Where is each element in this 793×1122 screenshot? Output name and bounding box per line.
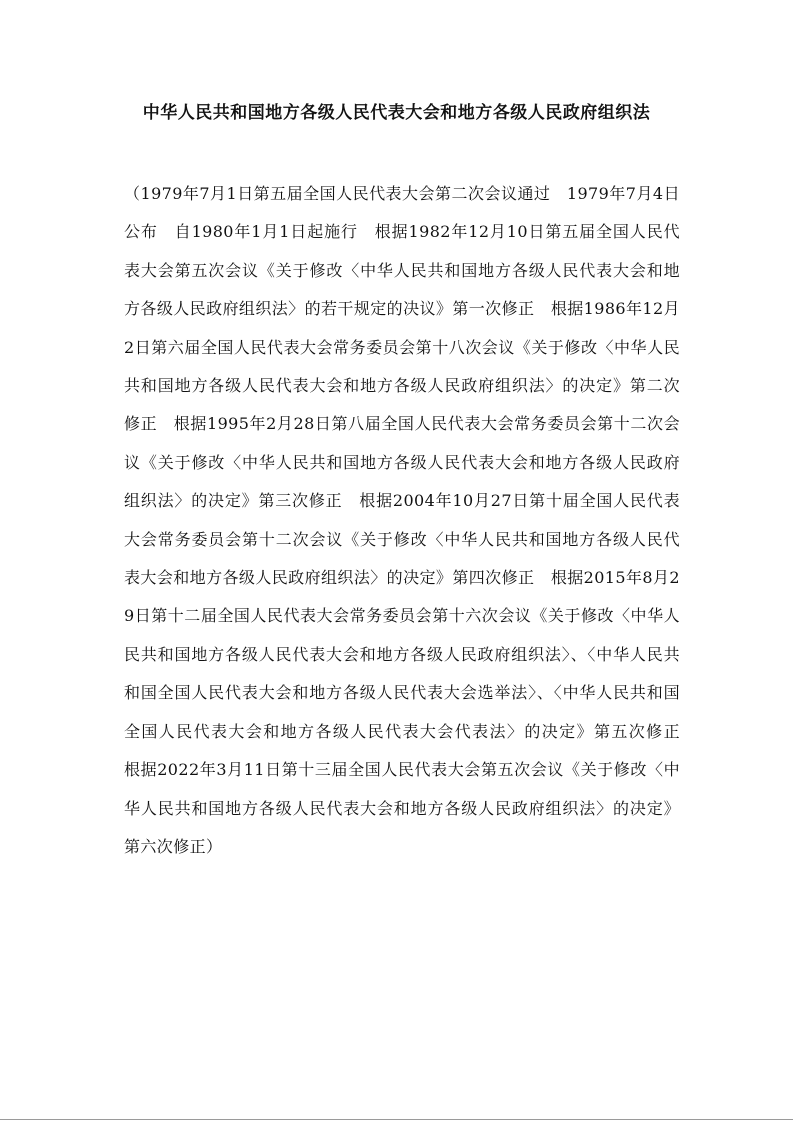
document-title: 中华人民共和国地方各级人民代表大会和地方各级人民政府组织法 (142, 103, 651, 123)
amendment-history-paragraph: （1979年7月1日第五届全国人民代表大会第二次会议通过 1979年7月4日公布 自1980年1月1日起施行 根据1982年12月10日第五届全国人民代表大会第五次会议《关于修改〈中华人民共和国地方各级人民代表大会和地方各级人民政府组织法〉的若干规定的决议》第一次修正 根据1986年12月2日第六届全国人民代表大会常务委员会第十八次会议《关于修改〈中华人民共和国地方各级人民代表大会和地方各级人民政府组织法〉的决定》第二次修正 根据1995年2月28日第八届全国人民代表大会常务委员会第十二次会议《关于修改〈中华人民共和国地方各级人民代表大会和地方各级人民政府组织法〉的决定》第三次修正 根据2004年10月27日第十届全国人民代表大会常务委员会第十二次会议《关于修改〈中华人民共和国地方各级人民代表大会和地方各级人民政府组织法〉的决定》第四次修正 根据2015年8月29日第十二届全国人民代表大会常务委员会第十六次会议《关于修改〈中华人民共和国地方各级人民代表大会和地方各级人民政府组织法〉、〈中华人民共和国全国人民代表大会和地方各级人民代表大会选举法〉、〈中华人民共和国全国人民代表大会和地方各级人民代表大会代表法〉的决定》第五次修正 根据2022年3月11日第十三届全国人民代表大会第五次会议《关于修改〈中华人民共和国地方各级人民代表大会和地方各级人民政府组织法〉的决定》第六次修正） (124, 184, 697, 856)
page-bottom-divider (0, 1119, 793, 1120)
